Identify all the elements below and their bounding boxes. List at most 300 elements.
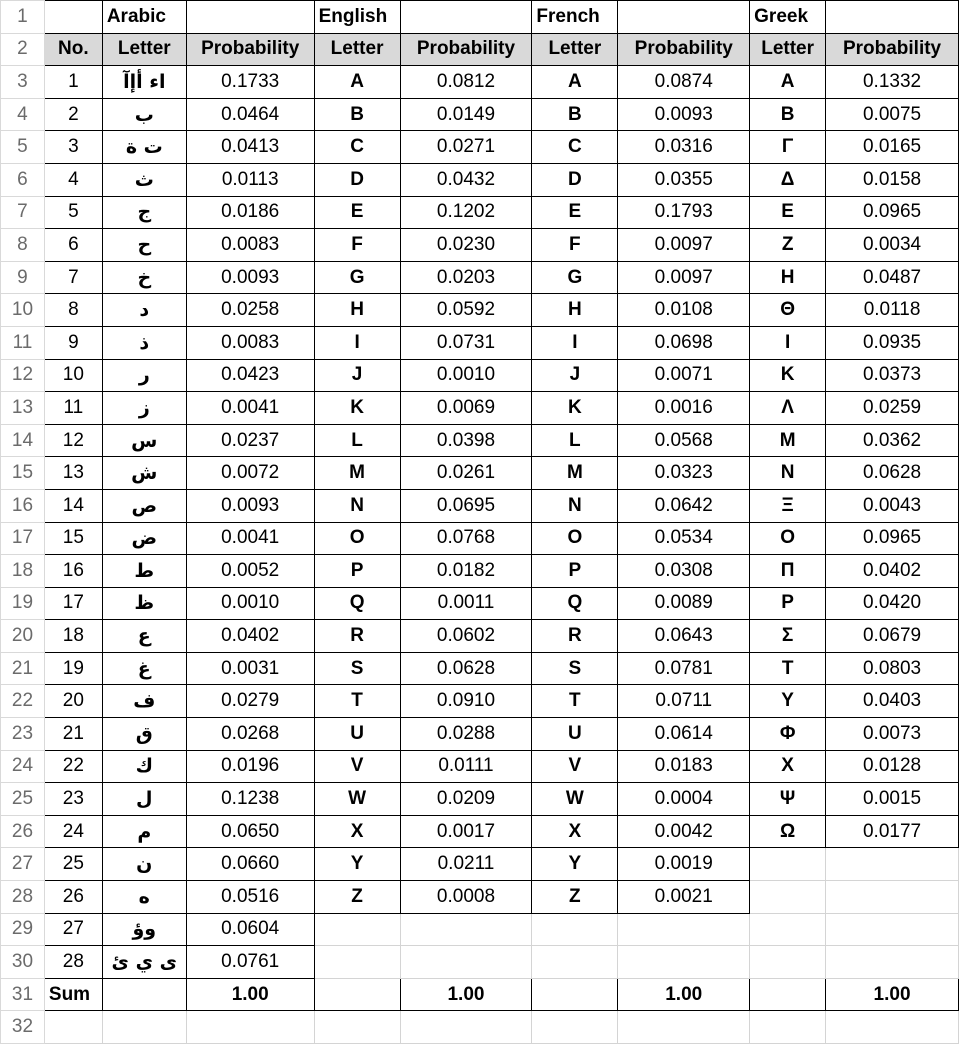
- arabic-probability-cell[interactable]: 0.0258: [186, 294, 314, 327]
- french-letter-cell[interactable]: T: [532, 685, 618, 718]
- arabic-probability-cell[interactable]: 0.0516: [186, 881, 314, 914]
- row-number[interactable]: 16: [1, 489, 45, 522]
- french-probability-cell[interactable]: 0.0643: [618, 620, 750, 653]
- english-sum[interactable]: 1.00: [400, 978, 532, 1011]
- number-cell[interactable]: 5: [44, 196, 102, 229]
- english-probability-cell[interactable]: 0.0910: [400, 685, 532, 718]
- english-letter-cell[interactable]: B: [314, 98, 400, 131]
- row-number[interactable]: 7: [1, 196, 45, 229]
- english-letter-cell[interactable]: N: [314, 489, 400, 522]
- greek-letter-cell[interactable]: Υ: [750, 685, 826, 718]
- arabic-letter-cell[interactable]: وؤ: [102, 913, 186, 946]
- arabic-letter-cell[interactable]: س: [102, 424, 186, 457]
- number-cell[interactable]: 2: [44, 98, 102, 131]
- language-label-english[interactable]: English: [314, 1, 400, 34]
- row-number[interactable]: 27: [1, 848, 45, 881]
- number-cell[interactable]: 21: [44, 718, 102, 751]
- arabic-probability-cell[interactable]: 0.0423: [186, 359, 314, 392]
- number-cell[interactable]: 3: [44, 131, 102, 164]
- row-number[interactable]: 21: [1, 652, 45, 685]
- greek-probability-cell[interactable]: 0.0043: [826, 489, 959, 522]
- row-number[interactable]: 32: [1, 1011, 45, 1044]
- french-probability-cell[interactable]: 0.0642: [618, 489, 750, 522]
- french-letter-cell[interactable]: X: [532, 815, 618, 848]
- french-letter-cell[interactable]: M: [532, 457, 618, 490]
- english-letter-cell[interactable]: [314, 913, 400, 946]
- cell-empty[interactable]: [102, 978, 186, 1011]
- arabic-letter-cell[interactable]: ى ي ئ: [102, 946, 186, 979]
- english-letter-cell[interactable]: G: [314, 261, 400, 294]
- number-cell[interactable]: 18: [44, 620, 102, 653]
- greek-letter-cell[interactable]: [750, 848, 826, 881]
- cell-empty[interactable]: [186, 1, 314, 34]
- arabic-letter-cell[interactable]: ج: [102, 196, 186, 229]
- arabic-probability-cell[interactable]: 0.0041: [186, 522, 314, 555]
- english-probability-cell[interactable]: 0.0288: [400, 718, 532, 751]
- arabic-probability-cell[interactable]: 0.0072: [186, 457, 314, 490]
- greek-probability-cell[interactable]: [826, 881, 959, 914]
- french-letter-cell[interactable]: U: [532, 718, 618, 751]
- french-probability-cell[interactable]: 0.1793: [618, 196, 750, 229]
- row-number[interactable]: 23: [1, 718, 45, 751]
- english-letter-cell[interactable]: X: [314, 815, 400, 848]
- english-probability-cell[interactable]: 0.0011: [400, 587, 532, 620]
- arabic-letter-cell[interactable]: ب: [102, 98, 186, 131]
- english-probability-cell[interactable]: 0.0261: [400, 457, 532, 490]
- greek-probability-cell[interactable]: 0.0015: [826, 783, 959, 816]
- number-cell[interactable]: 15: [44, 522, 102, 555]
- french-probability-cell[interactable]: [618, 913, 750, 946]
- number-cell[interactable]: 26: [44, 881, 102, 914]
- english-probability-cell[interactable]: 0.0432: [400, 163, 532, 196]
- greek-probability-cell[interactable]: 0.0073: [826, 718, 959, 751]
- french-letter-cell[interactable]: F: [532, 229, 618, 262]
- greek-letter-cell[interactable]: Α: [750, 66, 826, 99]
- row-number[interactable]: 2: [1, 33, 45, 66]
- greek-probability-cell[interactable]: 0.0803: [826, 652, 959, 685]
- arabic-letter-cell[interactable]: ك: [102, 750, 186, 783]
- header-no[interactable]: No.: [44, 33, 102, 66]
- greek-probability-cell[interactable]: 0.0487: [826, 261, 959, 294]
- english-probability-cell[interactable]: 0.0768: [400, 522, 532, 555]
- number-cell[interactable]: 23: [44, 783, 102, 816]
- row-number[interactable]: 24: [1, 750, 45, 783]
- number-cell[interactable]: 7: [44, 261, 102, 294]
- french-letter-cell[interactable]: J: [532, 359, 618, 392]
- french-probability-cell[interactable]: 0.0614: [618, 718, 750, 751]
- row-number[interactable]: 29: [1, 913, 45, 946]
- english-probability-cell[interactable]: 0.0628: [400, 652, 532, 685]
- greek-probability-cell[interactable]: 0.0118: [826, 294, 959, 327]
- number-cell[interactable]: 13: [44, 457, 102, 490]
- cell-empty[interactable]: [750, 1011, 826, 1044]
- cell-empty[interactable]: [44, 1011, 102, 1044]
- french-letter-cell[interactable]: B: [532, 98, 618, 131]
- english-probability-cell[interactable]: 0.0203: [400, 261, 532, 294]
- french-letter-cell[interactable]: E: [532, 196, 618, 229]
- cell-empty[interactable]: [400, 1, 532, 34]
- greek-letter-cell[interactable]: Ε: [750, 196, 826, 229]
- row-number[interactable]: 26: [1, 815, 45, 848]
- french-letter-cell[interactable]: O: [532, 522, 618, 555]
- greek-probability-cell[interactable]: 0.0373: [826, 359, 959, 392]
- english-letter-cell[interactable]: E: [314, 196, 400, 229]
- arabic-letter-cell[interactable]: ظ: [102, 587, 186, 620]
- french-letter-cell[interactable]: G: [532, 261, 618, 294]
- row-number[interactable]: 30: [1, 946, 45, 979]
- arabic-probability-cell[interactable]: 0.0041: [186, 392, 314, 425]
- english-probability-cell[interactable]: 0.1202: [400, 196, 532, 229]
- greek-letter-cell[interactable]: Ζ: [750, 229, 826, 262]
- greek-letter-cell[interactable]: Λ: [750, 392, 826, 425]
- sum-label[interactable]: Sum: [44, 978, 102, 1011]
- row-number[interactable]: 4: [1, 98, 45, 131]
- english-letter-cell[interactable]: F: [314, 229, 400, 262]
- english-letter-cell[interactable]: Z: [314, 881, 400, 914]
- arabic-probability-cell[interactable]: 0.0604: [186, 913, 314, 946]
- arabic-probability-cell[interactable]: 0.0268: [186, 718, 314, 751]
- french-letter-cell[interactable]: [532, 946, 618, 979]
- french-probability-cell[interactable]: 0.0004: [618, 783, 750, 816]
- arabic-probability-cell[interactable]: 0.0279: [186, 685, 314, 718]
- english-letter-cell[interactable]: L: [314, 424, 400, 457]
- greek-letter-cell[interactable]: Η: [750, 261, 826, 294]
- arabic-letter-cell[interactable]: ز: [102, 392, 186, 425]
- row-number[interactable]: 28: [1, 881, 45, 914]
- arabic-letter-cell[interactable]: ق: [102, 718, 186, 751]
- arabic-probability-cell[interactable]: 0.1733: [186, 66, 314, 99]
- arabic-probability-cell[interactable]: 0.1238: [186, 783, 314, 816]
- number-cell[interactable]: 22: [44, 750, 102, 783]
- row-number[interactable]: 10: [1, 294, 45, 327]
- language-label-french[interactable]: French: [532, 1, 618, 34]
- french-letter-cell[interactable]: V: [532, 750, 618, 783]
- greek-letter-cell[interactable]: Ρ: [750, 587, 826, 620]
- greek-letter-cell[interactable]: Τ: [750, 652, 826, 685]
- row-number[interactable]: 22: [1, 685, 45, 718]
- arabic-probability-cell[interactable]: 0.0093: [186, 261, 314, 294]
- french-letter-cell[interactable]: Z: [532, 881, 618, 914]
- number-cell[interactable]: 12: [44, 424, 102, 457]
- row-number[interactable]: 25: [1, 783, 45, 816]
- english-letter-cell[interactable]: W: [314, 783, 400, 816]
- english-letter-cell[interactable]: H: [314, 294, 400, 327]
- cell-empty[interactable]: [750, 978, 826, 1011]
- french-probability-cell[interactable]: 0.0019: [618, 848, 750, 881]
- arabic-probability-cell[interactable]: 0.0083: [186, 229, 314, 262]
- cell-empty[interactable]: [314, 1011, 400, 1044]
- arabic-letter-cell[interactable]: غ: [102, 652, 186, 685]
- header-probability[interactable]: Probability: [826, 33, 959, 66]
- greek-letter-cell[interactable]: Φ: [750, 718, 826, 751]
- french-letter-cell[interactable]: I: [532, 326, 618, 359]
- greek-probability-cell[interactable]: 0.0679: [826, 620, 959, 653]
- greek-letter-cell[interactable]: Ψ: [750, 783, 826, 816]
- row-number[interactable]: 19: [1, 587, 45, 620]
- french-letter-cell[interactable]: K: [532, 392, 618, 425]
- greek-probability-cell[interactable]: 0.0402: [826, 555, 959, 588]
- arabic-probability-cell[interactable]: 0.0083: [186, 326, 314, 359]
- greek-letter-cell[interactable]: Γ: [750, 131, 826, 164]
- greek-probability-cell[interactable]: 0.0165: [826, 131, 959, 164]
- greek-probability-cell[interactable]: 0.0158: [826, 163, 959, 196]
- english-letter-cell[interactable]: Y: [314, 848, 400, 881]
- row-number[interactable]: 1: [1, 1, 45, 34]
- number-cell[interactable]: 16: [44, 555, 102, 588]
- greek-probability-cell[interactable]: [826, 946, 959, 979]
- arabic-sum[interactable]: 1.00: [186, 978, 314, 1011]
- greek-letter-cell[interactable]: Κ: [750, 359, 826, 392]
- french-probability-cell[interactable]: 0.0355: [618, 163, 750, 196]
- greek-probability-cell[interactable]: [826, 848, 959, 881]
- french-letter-cell[interactable]: W: [532, 783, 618, 816]
- french-probability-cell[interactable]: 0.0316: [618, 131, 750, 164]
- english-letter-cell[interactable]: A: [314, 66, 400, 99]
- english-probability-cell[interactable]: 0.0017: [400, 815, 532, 848]
- number-cell[interactable]: 19: [44, 652, 102, 685]
- french-probability-cell[interactable]: 0.0097: [618, 229, 750, 262]
- french-letter-cell[interactable]: H: [532, 294, 618, 327]
- french-letter-cell[interactable]: Q: [532, 587, 618, 620]
- row-number[interactable]: 31: [1, 978, 45, 1011]
- english-probability-cell[interactable]: 0.0211: [400, 848, 532, 881]
- french-probability-cell[interactable]: [618, 946, 750, 979]
- english-probability-cell[interactable]: 0.0398: [400, 424, 532, 457]
- row-number[interactable]: 20: [1, 620, 45, 653]
- french-probability-cell[interactable]: 0.0874: [618, 66, 750, 99]
- arabic-letter-cell[interactable]: ن: [102, 848, 186, 881]
- greek-sum[interactable]: 1.00: [826, 978, 959, 1011]
- french-probability-cell[interactable]: 0.0711: [618, 685, 750, 718]
- cell-empty[interactable]: [618, 1, 750, 34]
- greek-letter-cell[interactable]: Χ: [750, 750, 826, 783]
- french-letter-cell[interactable]: Y: [532, 848, 618, 881]
- arabic-letter-cell[interactable]: ل: [102, 783, 186, 816]
- french-probability-cell[interactable]: 0.0108: [618, 294, 750, 327]
- row-number[interactable]: 6: [1, 163, 45, 196]
- french-probability-cell[interactable]: 0.0089: [618, 587, 750, 620]
- header-letter[interactable]: Letter: [314, 33, 400, 66]
- number-cell[interactable]: 9: [44, 326, 102, 359]
- arabic-probability-cell[interactable]: 0.0196: [186, 750, 314, 783]
- row-number[interactable]: 14: [1, 424, 45, 457]
- french-probability-cell[interactable]: 0.0698: [618, 326, 750, 359]
- cell-empty[interactable]: [186, 1011, 314, 1044]
- french-probability-cell[interactable]: 0.0534: [618, 522, 750, 555]
- french-letter-cell[interactable]: A: [532, 66, 618, 99]
- french-probability-cell[interactable]: 0.0097: [618, 261, 750, 294]
- english-probability-cell[interactable]: 0.0008: [400, 881, 532, 914]
- number-cell[interactable]: 28: [44, 946, 102, 979]
- english-probability-cell[interactable]: [400, 913, 532, 946]
- arabic-letter-cell[interactable]: اء أإآ: [102, 66, 186, 99]
- number-cell[interactable]: 8: [44, 294, 102, 327]
- french-letter-cell[interactable]: S: [532, 652, 618, 685]
- arabic-letter-cell[interactable]: ض: [102, 522, 186, 555]
- greek-letter-cell[interactable]: Ι: [750, 326, 826, 359]
- arabic-probability-cell[interactable]: 0.0031: [186, 652, 314, 685]
- header-letter[interactable]: Letter: [532, 33, 618, 66]
- english-letter-cell[interactable]: O: [314, 522, 400, 555]
- english-letter-cell[interactable]: R: [314, 620, 400, 653]
- greek-probability-cell[interactable]: 0.0177: [826, 815, 959, 848]
- english-probability-cell[interactable]: 0.0149: [400, 98, 532, 131]
- greek-probability-cell[interactable]: 0.0034: [826, 229, 959, 262]
- arabic-probability-cell[interactable]: 0.0660: [186, 848, 314, 881]
- greek-probability-cell[interactable]: 0.0362: [826, 424, 959, 457]
- french-letter-cell[interactable]: P: [532, 555, 618, 588]
- english-probability-cell[interactable]: 0.0010: [400, 359, 532, 392]
- number-cell[interactable]: 4: [44, 163, 102, 196]
- french-probability-cell[interactable]: 0.0093: [618, 98, 750, 131]
- number-cell[interactable]: 1: [44, 66, 102, 99]
- french-letter-cell[interactable]: C: [532, 131, 618, 164]
- french-probability-cell[interactable]: 0.0071: [618, 359, 750, 392]
- greek-letter-cell[interactable]: Ω: [750, 815, 826, 848]
- row-number[interactable]: 15: [1, 457, 45, 490]
- french-probability-cell[interactable]: 0.0568: [618, 424, 750, 457]
- arabic-probability-cell[interactable]: 0.0237: [186, 424, 314, 457]
- french-letter-cell[interactable]: D: [532, 163, 618, 196]
- header-letter[interactable]: Letter: [102, 33, 186, 66]
- number-cell[interactable]: 24: [44, 815, 102, 848]
- greek-probability-cell[interactable]: 0.0628: [826, 457, 959, 490]
- french-letter-cell[interactable]: R: [532, 620, 618, 653]
- arabic-letter-cell[interactable]: د: [102, 294, 186, 327]
- greek-letter-cell[interactable]: [750, 881, 826, 914]
- greek-letter-cell[interactable]: Ξ: [750, 489, 826, 522]
- greek-probability-cell[interactable]: 0.0935: [826, 326, 959, 359]
- greek-probability-cell[interactable]: 0.0259: [826, 392, 959, 425]
- arabic-letter-cell[interactable]: ص: [102, 489, 186, 522]
- row-number[interactable]: 12: [1, 359, 45, 392]
- greek-letter-cell[interactable]: Δ: [750, 163, 826, 196]
- cell-empty[interactable]: [618, 1011, 750, 1044]
- french-letter-cell[interactable]: [532, 913, 618, 946]
- greek-probability-cell[interactable]: [826, 913, 959, 946]
- english-probability-cell[interactable]: 0.0731: [400, 326, 532, 359]
- number-cell[interactable]: 6: [44, 229, 102, 262]
- cell-empty[interactable]: [400, 1011, 532, 1044]
- cell-empty[interactable]: [826, 1, 959, 34]
- cell-empty[interactable]: [532, 978, 618, 1011]
- greek-letter-cell[interactable]: Σ: [750, 620, 826, 653]
- number-cell[interactable]: 14: [44, 489, 102, 522]
- row-number[interactable]: 5: [1, 131, 45, 164]
- english-probability-cell[interactable]: 0.0592: [400, 294, 532, 327]
- cell-empty[interactable]: [826, 1011, 959, 1044]
- greek-letter-cell[interactable]: [750, 913, 826, 946]
- number-cell[interactable]: 11: [44, 392, 102, 425]
- english-letter-cell[interactable]: D: [314, 163, 400, 196]
- arabic-letter-cell[interactable]: ش: [102, 457, 186, 490]
- number-cell[interactable]: 20: [44, 685, 102, 718]
- number-cell[interactable]: 27: [44, 913, 102, 946]
- greek-letter-cell[interactable]: Ο: [750, 522, 826, 555]
- greek-probability-cell[interactable]: 0.0075: [826, 98, 959, 131]
- number-cell[interactable]: 25: [44, 848, 102, 881]
- arabic-letter-cell[interactable]: ذ: [102, 326, 186, 359]
- arabic-probability-cell[interactable]: 0.0093: [186, 489, 314, 522]
- greek-letter-cell[interactable]: Ν: [750, 457, 826, 490]
- language-label-greek[interactable]: Greek: [750, 1, 826, 34]
- french-probability-cell[interactable]: 0.0183: [618, 750, 750, 783]
- row-number[interactable]: 9: [1, 261, 45, 294]
- cell-empty[interactable]: [314, 978, 400, 1011]
- row-number[interactable]: 17: [1, 522, 45, 555]
- arabic-letter-cell[interactable]: ت ة: [102, 131, 186, 164]
- greek-probability-cell[interactable]: 0.0965: [826, 522, 959, 555]
- french-probability-cell[interactable]: 0.0781: [618, 652, 750, 685]
- number-cell[interactable]: 10: [44, 359, 102, 392]
- arabic-probability-cell[interactable]: 0.0650: [186, 815, 314, 848]
- french-probability-cell[interactable]: 0.0021: [618, 881, 750, 914]
- header-probability[interactable]: Probability: [186, 33, 314, 66]
- row-number[interactable]: 18: [1, 555, 45, 588]
- english-letter-cell[interactable]: K: [314, 392, 400, 425]
- arabic-probability-cell[interactable]: 0.0464: [186, 98, 314, 131]
- arabic-probability-cell[interactable]: 0.0186: [186, 196, 314, 229]
- cell-empty[interactable]: [44, 1, 102, 34]
- arabic-letter-cell[interactable]: خ: [102, 261, 186, 294]
- english-letter-cell[interactable]: I: [314, 326, 400, 359]
- english-probability-cell[interactable]: 0.0695: [400, 489, 532, 522]
- english-probability-cell[interactable]: [400, 946, 532, 979]
- english-letter-cell[interactable]: T: [314, 685, 400, 718]
- arabic-letter-cell[interactable]: ط: [102, 555, 186, 588]
- language-label-arabic[interactable]: Arabic: [102, 1, 186, 34]
- english-letter-cell[interactable]: M: [314, 457, 400, 490]
- row-number[interactable]: 3: [1, 66, 45, 99]
- greek-letter-cell[interactable]: Μ: [750, 424, 826, 457]
- french-sum[interactable]: 1.00: [618, 978, 750, 1011]
- english-probability-cell[interactable]: 0.0812: [400, 66, 532, 99]
- english-probability-cell[interactable]: 0.0602: [400, 620, 532, 653]
- header-probability[interactable]: Probability: [618, 33, 750, 66]
- english-letter-cell[interactable]: S: [314, 652, 400, 685]
- greek-probability-cell[interactable]: 0.0403: [826, 685, 959, 718]
- greek-letter-cell[interactable]: Θ: [750, 294, 826, 327]
- english-letter-cell[interactable]: J: [314, 359, 400, 392]
- english-probability-cell[interactable]: 0.0069: [400, 392, 532, 425]
- arabic-letter-cell[interactable]: ع: [102, 620, 186, 653]
- row-number[interactable]: 13: [1, 392, 45, 425]
- french-probability-cell[interactable]: 0.0308: [618, 555, 750, 588]
- english-probability-cell[interactable]: 0.0209: [400, 783, 532, 816]
- english-probability-cell[interactable]: 0.0111: [400, 750, 532, 783]
- english-letter-cell[interactable]: U: [314, 718, 400, 751]
- arabic-letter-cell[interactable]: ث: [102, 163, 186, 196]
- header-letter[interactable]: Letter: [750, 33, 826, 66]
- arabic-probability-cell[interactable]: 0.0113: [186, 163, 314, 196]
- arabic-probability-cell[interactable]: 0.0052: [186, 555, 314, 588]
- arabic-letter-cell[interactable]: ر: [102, 359, 186, 392]
- arabic-letter-cell[interactable]: ه: [102, 881, 186, 914]
- number-cell[interactable]: 17: [44, 587, 102, 620]
- english-letter-cell[interactable]: V: [314, 750, 400, 783]
- english-letter-cell[interactable]: P: [314, 555, 400, 588]
- row-number[interactable]: 11: [1, 326, 45, 359]
- cell-empty[interactable]: [532, 1011, 618, 1044]
- french-letter-cell[interactable]: L: [532, 424, 618, 457]
- greek-letter-cell[interactable]: Π: [750, 555, 826, 588]
- arabic-probability-cell[interactable]: 0.0010: [186, 587, 314, 620]
- arabic-probability-cell[interactable]: 0.0413: [186, 131, 314, 164]
- french-probability-cell[interactable]: 0.0323: [618, 457, 750, 490]
- greek-letter-cell[interactable]: [750, 946, 826, 979]
- french-letter-cell[interactable]: N: [532, 489, 618, 522]
- english-letter-cell[interactable]: Q: [314, 587, 400, 620]
